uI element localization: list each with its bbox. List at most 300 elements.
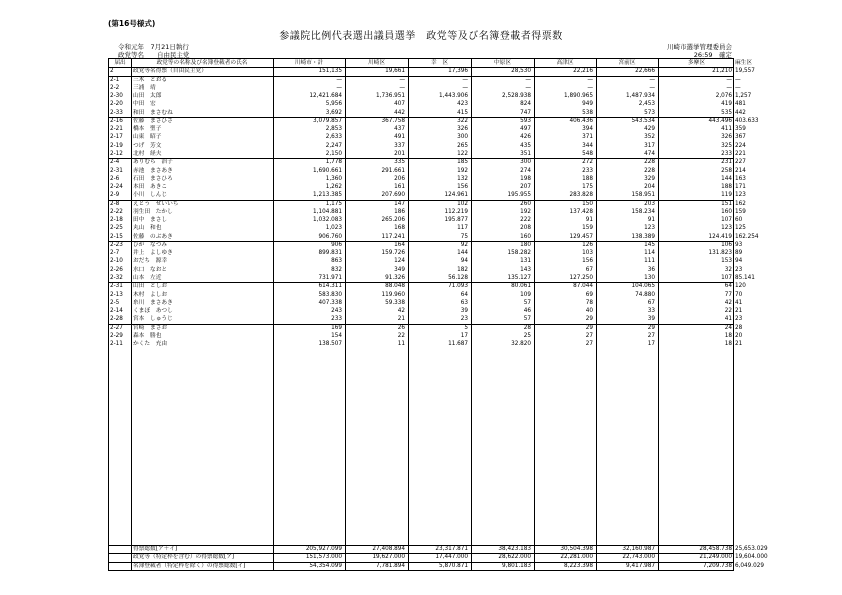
candidate-row-value: 863	[331, 258, 342, 265]
candidate-row-value: 423	[457, 101, 468, 108]
party-row-name: 政党等名得票（自由民主党）	[133, 68, 207, 75]
footer-value: 22,743.000	[622, 554, 655, 561]
candidate-row-value: 344	[582, 142, 593, 149]
candidate-row-value: 12,421.684	[309, 93, 342, 100]
candidate-row-value: 208	[520, 225, 531, 232]
candidate-row-no: 2-22	[110, 208, 123, 215]
candidate-row-value: 56.128	[448, 275, 468, 282]
candidate-row-no: 2-18	[110, 217, 123, 224]
footer-value: 54,354.099	[309, 562, 342, 569]
candidate-row-value: 443.496	[708, 117, 732, 124]
candidate-row-value: 747	[520, 109, 531, 116]
footer-value: 30,504.398	[560, 546, 593, 553]
footer-value: 23,317.871	[435, 546, 468, 553]
footer-value: 28,622.000	[498, 554, 531, 561]
candidate-row-value: 124	[394, 258, 405, 265]
candidate-row-value: 11.687	[448, 341, 468, 348]
footer-value: 28,458.738	[699, 546, 732, 553]
column-divider	[345, 59, 346, 570]
candidate-row-value: 126	[582, 241, 593, 248]
candidate-row-value: 143	[520, 266, 531, 273]
candidate-row-value: 335	[394, 159, 405, 166]
candidate-row-value: 60	[735, 217, 743, 224]
footer-label: 名簿登載者（特定枠を除く）の得票総数[イ]	[133, 562, 246, 569]
candidate-row-value: 403.633	[735, 117, 759, 124]
candidate-row-value: 2,853	[325, 126, 342, 133]
candidate-row-value: 188	[721, 184, 732, 191]
candidate-row-value: 93	[735, 241, 743, 248]
candidate-row-value: 162.254	[735, 233, 759, 240]
candidate-row-value: 160	[721, 208, 732, 215]
candidate-row-value: 18	[724, 332, 732, 339]
vote-count-table	[108, 58, 768, 571]
footer-value: 5,870.871	[439, 562, 468, 569]
candidate-row-value: —	[735, 84, 741, 91]
candidate-row-no: 2-7	[110, 250, 120, 257]
candidate-row-value: 198	[520, 175, 531, 182]
candidate-row-name: 石田 まさひろ	[133, 175, 173, 182]
candidate-row-value: 283.828	[569, 192, 593, 199]
candidate-row-value: 129.457	[569, 233, 593, 240]
candidate-row-name: かくた 充由	[133, 341, 168, 348]
candidate-row-value: 406.436	[569, 117, 593, 124]
candidate-row-value: 64	[460, 291, 468, 298]
candidate-row-no: 2-5	[110, 299, 120, 306]
candidate-row-value: 1,736.951	[376, 93, 405, 100]
candidate-row-value: 593	[520, 117, 531, 124]
candidate-row-value: 39	[647, 316, 655, 323]
election-date: 令和元年 7月21日執行	[118, 43, 189, 51]
candidate-row-value: 21	[735, 308, 743, 315]
candidate-row-value: 435	[520, 142, 531, 149]
candidate-row-value: 117.241	[381, 233, 405, 240]
candidate-row-value: 144	[457, 250, 468, 257]
candidate-row-value: 70	[735, 291, 743, 298]
candidate-row-value: 203	[644, 200, 655, 207]
candidate-row-name: 宮崎 まさお	[133, 324, 168, 331]
candidate-row-value: 112.219	[444, 208, 468, 215]
candidate-row-value: 351	[520, 150, 531, 157]
candidate-row-value: 57	[523, 299, 531, 306]
candidate-row-value: 77	[724, 291, 732, 298]
candidate-row-name: 本田 あきこ	[133, 184, 168, 191]
candidate-row-value: 41	[724, 316, 732, 323]
candidate-row-value: 20	[735, 332, 743, 339]
footer-value: 32,160.987	[622, 546, 655, 553]
candidate-row-value: 222	[520, 217, 531, 224]
candidate-row-value: 186	[394, 208, 405, 215]
candidate-row-value: 159	[735, 208, 746, 215]
candidate-row-value: 169	[331, 324, 342, 331]
candidate-row-value: 1,890.965	[564, 93, 593, 100]
candidate-row-no: 2-33	[110, 109, 123, 116]
candidate-row-value: 130	[644, 275, 655, 282]
candidate-row-value: 64	[724, 283, 732, 290]
candidate-row-value: 906	[331, 241, 342, 248]
candidate-row-value: 135.127	[507, 275, 531, 282]
candidate-row-value: 122	[457, 150, 468, 157]
candidate-row-value: 352	[644, 134, 655, 141]
candidate-row-value: 154	[331, 332, 342, 339]
candidate-row-value: 228	[644, 159, 655, 166]
candidate-row-value: 233	[331, 316, 342, 323]
candidate-row-value: —	[726, 84, 732, 91]
footer-value: 151,573.000	[305, 554, 342, 561]
footer-value: 8,223.398	[564, 562, 593, 569]
candidate-row-value: 138.389	[631, 233, 655, 240]
candidate-row-no: 2-6	[110, 175, 120, 182]
candidate-row-value: 442	[394, 109, 405, 116]
candidate-row-value: 474	[644, 150, 655, 157]
candidate-row-value: 300	[520, 159, 531, 166]
candidate-row-value: 91	[585, 217, 593, 224]
candidate-row-no: 2-11	[110, 341, 123, 348]
candidate-row-no: 2-16	[110, 117, 123, 124]
candidate-row-name: 糸川 まさあき	[133, 299, 173, 306]
candidate-row-value: 23	[460, 316, 468, 323]
candidate-row-name: 赤池 まさあき	[133, 167, 173, 174]
candidate-row-value: 33	[647, 308, 655, 315]
candidate-row-value: 156	[457, 184, 468, 191]
candidate-row-no: 2-28	[110, 316, 123, 323]
party-row-value: 19,661	[385, 68, 405, 75]
candidate-row-value: 162	[735, 200, 746, 207]
candidate-row-no: 2-12	[110, 150, 123, 157]
candidate-row-value: 132	[457, 175, 468, 182]
footer-value: 19,604.000	[735, 554, 768, 561]
candidate-row-value: 180	[520, 241, 531, 248]
candidate-row-value: 156	[582, 258, 593, 265]
header-area: 幸 区	[430, 60, 449, 66]
footer-value: 27,408.894	[372, 546, 405, 553]
candidate-row-no: 2-1	[110, 76, 120, 83]
candidate-row-value: 21	[735, 341, 743, 348]
candidate-row-no: 2-15	[110, 233, 123, 240]
candidate-row-name: 和田 まさむね	[133, 109, 173, 116]
candidate-row-value: 18	[724, 341, 732, 348]
candidate-row-value: 325	[721, 142, 732, 149]
header-area: 宮前区	[618, 60, 636, 66]
candidate-row-no: 2-29	[110, 332, 123, 339]
candidate-row-value: 2,150	[325, 150, 342, 157]
candidate-row-value: 206	[394, 175, 405, 182]
footer-value: 7,781.894	[376, 562, 405, 569]
candidate-row-value: 67	[647, 299, 655, 306]
candidate-row-name: 井上 よしゆき	[133, 250, 173, 257]
header-no: 届出	[114, 60, 126, 66]
candidate-row-value: 107	[721, 275, 732, 282]
candidate-row-no: 2-23	[110, 241, 123, 248]
candidate-row-value: 411	[721, 126, 732, 133]
candidate-row-name: 山田 としお	[133, 283, 168, 290]
candidate-row-value: 161	[394, 184, 405, 191]
footer-value: 38,423.183	[498, 546, 531, 553]
candidate-row-no: 2-27	[110, 324, 123, 331]
candidate-row-value: 144	[721, 175, 732, 182]
candidate-row-value: 1,690.661	[313, 167, 342, 174]
candidate-row-value: 221	[735, 150, 746, 157]
candidate-row-value: 228	[644, 167, 655, 174]
candidate-row-value: 832	[331, 266, 342, 273]
candidate-row-value: 94	[735, 258, 743, 265]
candidate-row-value: 27	[647, 332, 655, 339]
candidate-row-value: 1,257	[735, 93, 752, 100]
column-divider	[596, 59, 597, 570]
candidate-row-value: 548	[582, 150, 593, 157]
candidate-row-value: 1,443.906	[439, 93, 468, 100]
candidate-row-value: 21	[397, 316, 405, 323]
candidate-row-no: 2-19	[110, 142, 123, 149]
candidate-row-value: 29	[585, 324, 593, 331]
candidate-row-value: 188	[582, 175, 593, 182]
candidate-row-value: 1,032.083	[313, 217, 342, 224]
candidate-row-value: 207	[520, 184, 531, 191]
candidate-row-value: 41	[735, 299, 743, 306]
organization-name: 川崎市選挙管理委員会	[667, 43, 732, 51]
column-divider	[131, 59, 132, 570]
candidate-row-name: 佐藤 まさひさ	[133, 117, 173, 124]
candidate-row-value: 538	[582, 109, 593, 116]
candidate-row-value: 114	[644, 250, 655, 257]
candidate-row-value: 131.823	[708, 250, 732, 257]
candidate-row-value: —	[525, 84, 531, 91]
candidate-row-value: 67	[585, 266, 593, 273]
footer-value: 25,653.029	[735, 546, 768, 553]
candidate-row-value: 32.820	[511, 341, 531, 348]
candidate-row-no: 2-21	[110, 126, 123, 133]
candidate-row-no: 2-30	[110, 93, 123, 100]
column-divider	[534, 59, 535, 570]
candidate-row-value: 227	[735, 159, 746, 166]
candidate-row-value: 27	[585, 332, 593, 339]
candidate-row-value: 317	[644, 142, 655, 149]
candidate-row-no: 2-10	[110, 258, 123, 265]
party-row-value: 22,216	[573, 68, 593, 75]
candidate-row-value: 75	[460, 233, 468, 240]
candidate-row-value: 291.661	[381, 167, 405, 174]
header-area: 川崎市・計	[294, 60, 324, 66]
candidate-row-value: 204	[644, 184, 655, 191]
candidate-row-name: つげ 芳文	[133, 142, 162, 149]
candidate-row-value: 11	[397, 341, 405, 348]
party-row-value: 22,666	[635, 68, 655, 75]
candidate-row-name: 山本 左近	[133, 275, 162, 282]
candidate-row-name: おだち 源幸	[133, 258, 168, 265]
candidate-row-value: 42	[724, 299, 732, 306]
column-divider	[658, 59, 659, 570]
party-row-value: 19,557	[735, 68, 755, 75]
candidate-row-value: 168	[394, 225, 405, 232]
candidate-row-value: 407	[394, 101, 405, 108]
candidate-row-value: 3,692	[325, 109, 342, 116]
footer-value: 22,281.000	[560, 554, 593, 561]
party-row-value: 151,135	[318, 68, 342, 75]
candidate-row-name: 三浦 靖	[133, 84, 156, 91]
candidate-row-value: 159.726	[381, 250, 405, 257]
candidate-row-value: 92	[460, 241, 468, 248]
party-row-value: 21,210	[712, 68, 732, 75]
candidate-row-value: 127.250	[569, 275, 593, 282]
candidate-row-value: 419	[721, 101, 732, 108]
candidate-row-name: 三木 とおる	[133, 76, 168, 83]
candidate-row-value: —	[462, 76, 468, 83]
candidate-row-value: 371	[582, 134, 593, 141]
candidate-row-value: —	[649, 84, 655, 91]
candidate-row-name: 水口 なおと	[133, 266, 168, 273]
candidate-row-value: 117	[457, 225, 468, 232]
candidate-row-value: 1,262	[325, 184, 342, 191]
candidate-row-value: 71.093	[448, 283, 468, 290]
candidate-row-no: 2-26	[110, 266, 123, 273]
candidate-row-value: 175	[582, 184, 593, 191]
candidate-row-value: 17	[647, 341, 655, 348]
footer-label: 得票総数[ア＋イ]	[133, 546, 178, 553]
candidate-row-value: 272	[582, 159, 593, 166]
candidate-row-value: 151	[721, 200, 732, 207]
candidate-row-value: 1,213.385	[313, 192, 342, 199]
candidate-row-value: —	[399, 76, 405, 83]
candidate-row-no: 2-13	[110, 291, 123, 298]
candidate-row-no: 2-32	[110, 275, 123, 282]
candidate-row-name: 山東 昭子	[133, 134, 162, 141]
candidate-row-value: 258	[721, 167, 732, 174]
candidate-row-name: 宮本 しゅうじ	[133, 316, 173, 323]
candidate-row-value: 394	[582, 126, 593, 133]
candidate-row-value: 23	[735, 316, 743, 323]
candidate-row-value: 300	[457, 134, 468, 141]
candidate-row-name: 北村 経夫	[133, 150, 162, 157]
candidate-row-value: 1,487.934	[626, 93, 655, 100]
candidate-row-value: 195.877	[444, 217, 468, 224]
candidate-row-name: 山田 太郎	[133, 93, 162, 100]
candidate-row-value: —	[525, 76, 531, 83]
candidate-row-value: 32	[724, 266, 732, 273]
candidate-row-value: 195.955	[507, 192, 531, 199]
document-title: 参議院比例代表選出議員選挙 政党等及び名簿登載者得票数	[279, 31, 563, 42]
candidate-row-value: 265	[457, 142, 468, 149]
candidate-row-value: 442	[735, 109, 746, 116]
header-area: 麻生区	[735, 60, 753, 66]
candidate-row-value: 145	[644, 241, 655, 248]
candidate-row-value: 2,247	[325, 142, 342, 149]
candidate-row-value: 106	[721, 241, 732, 248]
candidate-row-value: 28	[735, 324, 743, 331]
candidate-row-value: 78	[585, 299, 593, 306]
candidate-row-value: 2,453	[638, 101, 655, 108]
candidate-row-value: 40	[585, 308, 593, 315]
candidate-row-value: 329	[644, 175, 655, 182]
candidate-row-value: 159	[582, 225, 593, 232]
candidate-row-name: 田中 まさし	[133, 217, 168, 224]
candidate-row-value: 91.326	[385, 275, 405, 282]
candidate-row-value: 27	[585, 341, 593, 348]
candidate-row-value: 614.311	[318, 283, 342, 290]
candidate-row-name: 木村 よしお	[133, 291, 168, 298]
candidate-row-value: 1,023	[325, 225, 342, 232]
footer-value: 9,417.987	[626, 562, 655, 569]
candidate-row-value: 131	[520, 258, 531, 265]
candidate-row-value: 163	[735, 175, 746, 182]
candidate-row-value: 36	[647, 266, 655, 273]
candidate-row-value: 233	[721, 150, 732, 157]
column-divider	[408, 59, 409, 570]
candidate-row-value: 137.428	[569, 208, 593, 215]
candidate-row-value: 153	[721, 258, 732, 265]
candidate-row-value: 119.960	[381, 291, 405, 298]
candidate-row-value: 160	[520, 233, 531, 240]
candidate-row-value: 57	[523, 316, 531, 323]
candidate-row-value: 39	[460, 308, 468, 315]
candidate-row-value: 243	[331, 308, 342, 315]
candidate-row-value: 224	[735, 142, 746, 149]
candidate-row-value: 497	[520, 126, 531, 133]
candidate-row-value: 1,175	[325, 200, 342, 207]
candidate-row-value: 231	[721, 159, 732, 166]
candidate-row-value: 367	[735, 134, 746, 141]
candidate-row-value: 42	[397, 308, 405, 315]
footer-value: 21,249.000	[699, 554, 732, 561]
candidate-row-value: 2,633	[325, 134, 342, 141]
candidate-row-value: 158.234	[631, 208, 655, 215]
candidate-row-value: —	[336, 84, 342, 91]
candidate-row-value: 138.507	[318, 341, 342, 348]
candidate-row-value: 119	[721, 192, 732, 199]
candidate-row-value: 120	[735, 283, 746, 290]
candidate-row-no: 2-24	[110, 184, 123, 191]
candidate-row-value: 28	[523, 324, 531, 331]
candidate-row-value: —	[462, 84, 468, 91]
candidate-row-value: 85.141	[735, 275, 755, 282]
candidate-row-value: 104.065	[631, 283, 655, 290]
candidate-row-value: 201	[394, 150, 405, 157]
candidate-row-no: 2-25	[110, 225, 123, 232]
candidate-row-no: 2-14	[110, 308, 123, 315]
header-name: 政党等の名称及び名簿登載者の氏名	[156, 60, 248, 66]
column-divider	[273, 59, 274, 570]
party-row-no: 2	[110, 68, 114, 75]
candidate-row-name: ひが なつみ	[133, 241, 168, 248]
party-row-value: 28,530	[511, 68, 531, 75]
candidate-row-value: 123	[721, 225, 732, 232]
candidate-row-value: 150	[582, 200, 593, 207]
candidate-row-value: —	[735, 76, 741, 83]
candidate-row-value: 24	[724, 324, 732, 331]
candidate-row-value: 147	[394, 200, 405, 207]
header-area: 川崎区	[367, 60, 386, 66]
candidate-row-value: 171	[735, 184, 746, 191]
footer-value: 17,447.000	[435, 554, 468, 561]
candidate-row-name: くまぼ あつし	[133, 308, 173, 315]
candidate-row-no: 2-31	[110, 283, 123, 290]
candidate-row-value: 274	[520, 167, 531, 174]
candidate-row-value: 91	[647, 217, 655, 224]
candidate-row-value: 731.971	[318, 275, 342, 282]
candidate-row-value: 123	[644, 225, 655, 232]
candidate-row-value: 123	[735, 192, 746, 199]
candidate-row-value: 22	[724, 308, 732, 315]
candidate-row-no: 2-8	[110, 200, 120, 207]
candidate-row-value: 260	[520, 200, 531, 207]
candidate-row-no: 2-9	[110, 192, 120, 199]
candidate-row-value: 426	[520, 134, 531, 141]
candidate-row-value: 29	[647, 324, 655, 331]
candidate-row-value: 102	[457, 200, 468, 207]
candidate-row-value: 69	[585, 291, 593, 298]
candidate-row-value: 192	[457, 167, 468, 174]
candidate-row-value: —	[399, 84, 405, 91]
candidate-row-value: 1,778	[325, 159, 342, 166]
candidate-row-value: 535	[721, 109, 732, 116]
